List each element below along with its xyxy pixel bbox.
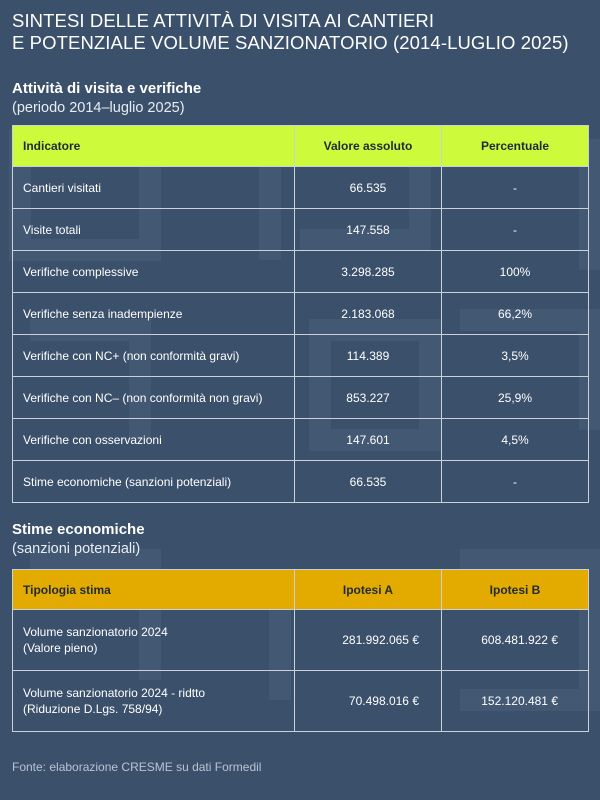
- table-row: [13, 293, 589, 335]
- column-header-percentuale: Percentuale: [442, 126, 589, 167]
- page-title-line-2: E POTENZIALE VOLUME SANZIONATORIO (2014-LUGLIO 2025): [12, 32, 569, 53]
- section-2-heading: Stime economiche: [12, 521, 145, 538]
- estimates-table-header-row: [13, 570, 589, 610]
- table-row: [13, 610, 589, 671]
- column-header-ipotesi-a: Ipotesi A: [295, 570, 442, 610]
- value-cell: 2.183.068: [295, 293, 442, 335]
- activity-table: [12, 125, 589, 503]
- value-cell: 3.298.285: [295, 251, 442, 293]
- estimate-type-label: Volume sanzionatorio 2024: [23, 625, 168, 639]
- ipotesi-b-cell: 152.120.481 €: [442, 671, 589, 732]
- estimate-type-label: Volume sanzionatorio 2024 - ridtto: [23, 686, 206, 700]
- percentage-cell: 66,2%: [442, 293, 589, 335]
- table-row: [13, 209, 589, 251]
- percentage-cell: -: [442, 209, 589, 251]
- value-cell: 147.601: [295, 419, 442, 461]
- value-cell: 66.535: [295, 461, 442, 503]
- percentage-cell: 100%: [442, 251, 589, 293]
- indicator-cell: Verifiche con osservazioni: [13, 419, 295, 461]
- indicator-cell: Stime economiche (sanzioni potenziali): [13, 461, 295, 503]
- percentage-cell: 4,5%: [442, 419, 589, 461]
- section-2-subheading: (sanzioni potenziali): [12, 541, 141, 557]
- indicator-cell: Verifiche con NC– (non conformità non gravi): [13, 377, 295, 419]
- column-header-indicatore: Indicatore: [13, 126, 295, 167]
- page-title: [12, 10, 588, 54]
- indicator-cell: Verifiche con NC+ (non conformità gravi): [13, 335, 295, 377]
- table-row: [13, 461, 589, 503]
- table-row: [13, 167, 589, 209]
- economic-estimates-table: [12, 569, 589, 732]
- indicator-cell: Verifiche senza inadempienze: [13, 293, 295, 335]
- table-row: [13, 377, 589, 419]
- source-note: Fonte: elaborazione CRESME su dati Formedil: [12, 760, 262, 774]
- column-header-tipologia-stima: Tipologia stima: [13, 570, 295, 610]
- indicator-cell: Visite totali: [13, 209, 295, 251]
- indicator-cell: Cantieri visitati: [13, 167, 295, 209]
- percentage-cell: -: [442, 167, 589, 209]
- table-row: [13, 671, 589, 732]
- estimate-type-note: (Valore pieno): [23, 641, 98, 655]
- value-cell: 147.558: [295, 209, 442, 251]
- activity-table-header-row: [13, 126, 589, 167]
- value-cell: 114.389: [295, 335, 442, 377]
- page-title-line-1: SINTESI DELLE ATTIVITÀ DI VISITA AI CANTIERI: [12, 10, 435, 31]
- ipotesi-b-cell: 608.481.922 €: [442, 610, 589, 671]
- table-row: [13, 335, 589, 377]
- estimate-type-cell: [13, 610, 295, 671]
- column-header-ipotesi-b: Ipotesi B: [442, 570, 589, 610]
- table-row: [13, 419, 589, 461]
- ipotesi-a-cell: 281.992.065 €: [295, 610, 442, 671]
- ipotesi-a-cell: 70.498.016 €: [295, 671, 442, 732]
- value-cell: 66.535: [295, 167, 442, 209]
- section-1-subheading: (periodo 2014–luglio 2025): [12, 100, 185, 116]
- value-cell: 853.227: [295, 377, 442, 419]
- indicator-cell: Verifiche complessive: [13, 251, 295, 293]
- table-row: [13, 251, 589, 293]
- percentage-cell: -: [442, 461, 589, 503]
- section-1-heading: Attività di visita e verifiche: [12, 80, 202, 97]
- estimate-type-note: (Riduzione D.Lgs. 758/94): [23, 702, 163, 716]
- column-header-valore-assoluto: Valore assoluto: [295, 126, 442, 167]
- percentage-cell: 3,5%: [442, 335, 589, 377]
- percentage-cell: 25,9%: [442, 377, 589, 419]
- estimate-type-cell: [13, 671, 295, 732]
